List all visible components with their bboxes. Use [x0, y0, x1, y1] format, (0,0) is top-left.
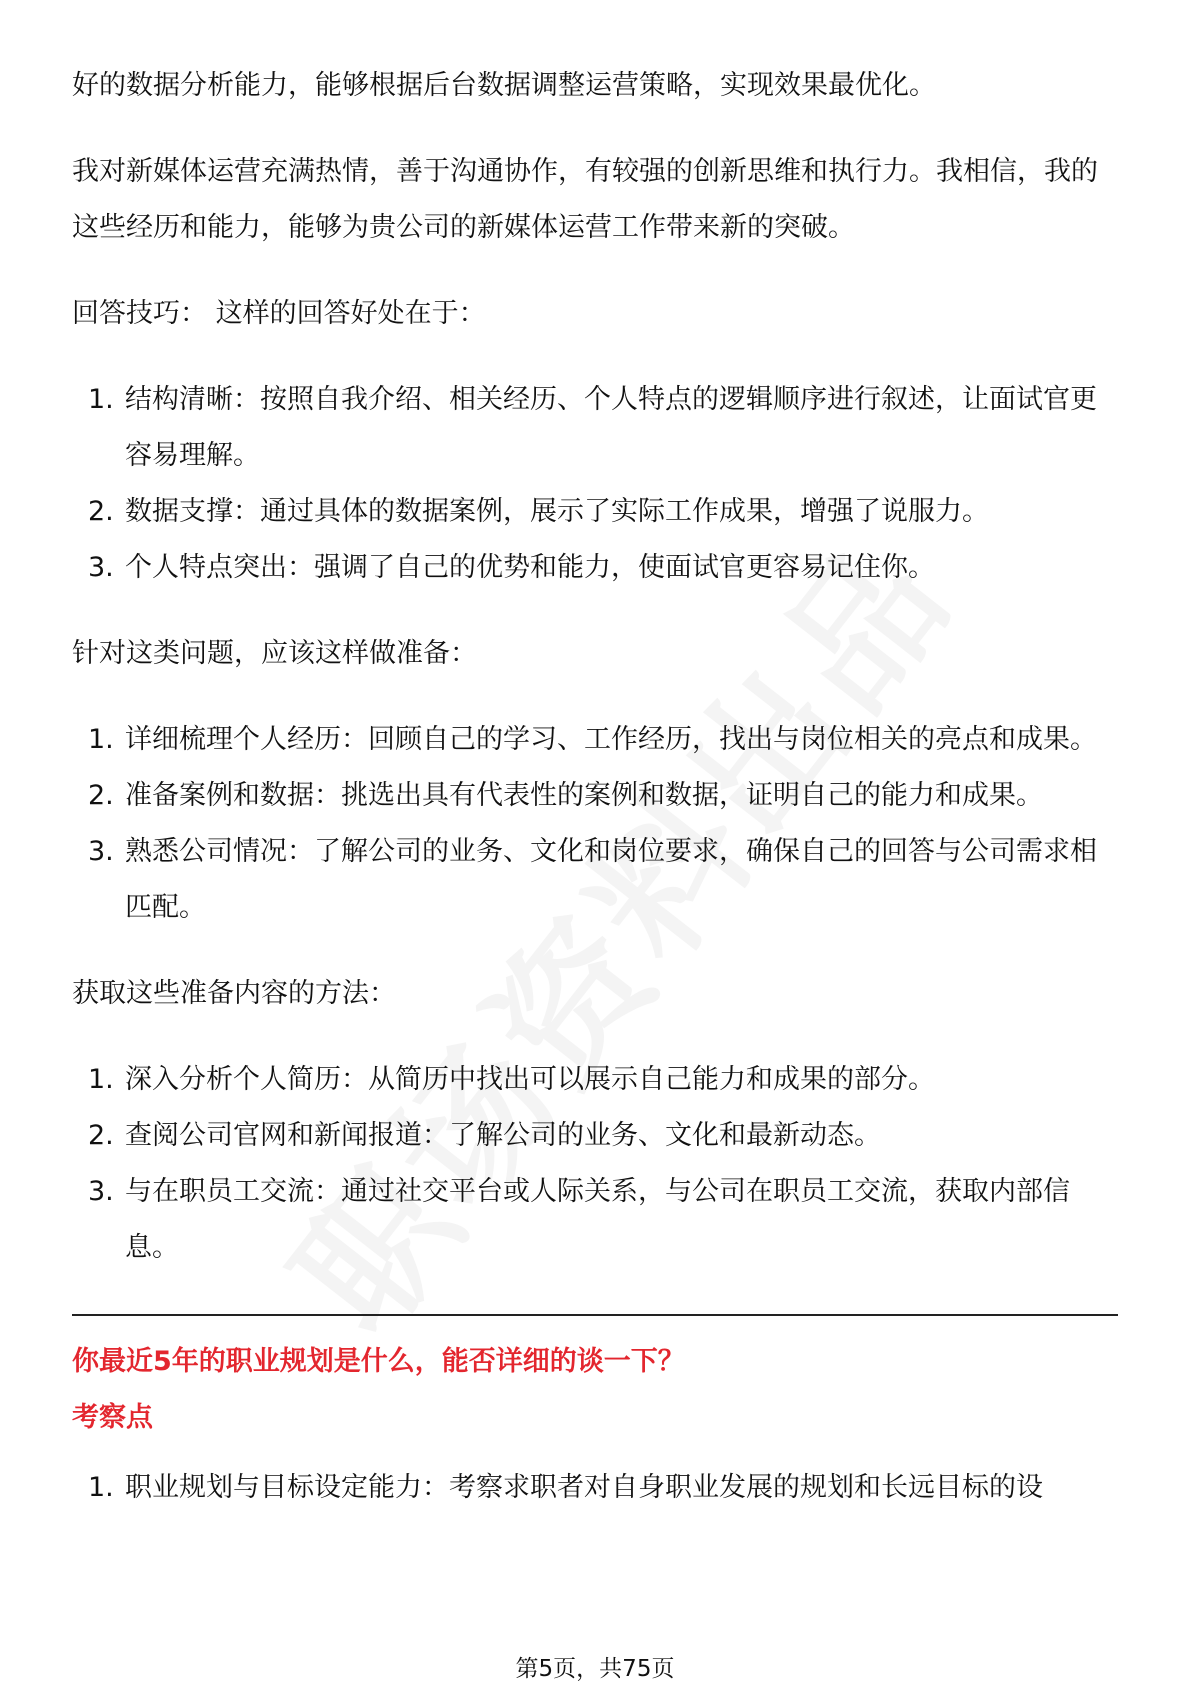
- list-number: 1.: [88, 1064, 114, 1095]
- list-item: [72, 484, 1118, 540]
- method-heading: 获取这些准备内容的方法：: [72, 978, 396, 1009]
- prep-list: [72, 712, 1118, 936]
- question-title: 你最近5年的职业规划是什么，能否详细的谈一下？: [72, 1346, 685, 1377]
- list-number: 2.: [88, 496, 114, 527]
- list-number: 3.: [88, 552, 114, 583]
- list-text: 深入分析个人简历：从简历中找出可以展示自己能力和成果的部分。: [125, 1064, 935, 1095]
- exam-heading: 考察点: [72, 1402, 153, 1433]
- list-item: [72, 540, 1118, 596]
- list-number: 3.: [88, 1176, 114, 1207]
- list-text: 详细梳理个人经历：回顾自己的学习、工作经历，找出与岗位相关的亮点和成果。: [125, 724, 1097, 755]
- list-item: [72, 1164, 1118, 1276]
- list-number: 2.: [88, 1120, 114, 1151]
- page-footer: 第5页，共75页: [515, 1656, 675, 1682]
- list-text: 个人特点突出：强调了自己的优势和能力，使面试官更容易记住你。: [125, 552, 935, 583]
- list-number: 3.: [88, 836, 114, 867]
- list-text: 职业规划与目标设定能力：考察求职者对自身职业发展的规划和长远目标的设: [125, 1472, 1043, 1503]
- list-text: 与在职员工交流：通过社交平台或人际关系，与公司在职员工交流，获取内部信息。: [125, 1176, 1070, 1263]
- list-text: 查阅公司官网和新闻报道：了解公司的业务、文化和最新动态。: [125, 1120, 881, 1151]
- exam-points-list: [72, 1460, 1118, 1516]
- list-text: 熟悉公司情况：了解公司的业务、文化和岗位要求，确保自己的回答与公司需求相匹配。: [125, 836, 1097, 923]
- list-number: 2.: [88, 780, 114, 811]
- list-item: [72, 824, 1118, 936]
- methods-list: [72, 1052, 1118, 1276]
- prep-heading: 针对这类问题，应该这样做准备：: [72, 638, 477, 669]
- list-item: [72, 1108, 1118, 1164]
- page-content: [72, 58, 1118, 1516]
- tips-heading: 回答技巧： 这样的回答好处在于：: [72, 298, 486, 329]
- list-item: [72, 712, 1118, 768]
- list-item: [72, 1052, 1118, 1108]
- intro-paragraph-2: 我对新媒体运营充满热情，善于沟通协作，有较强的创新思维和执行力。我相信，我的这些经历和能力，能够为贵公司的新媒体运营工作带来新的突破。: [72, 156, 1098, 243]
- list-item: [72, 372, 1118, 484]
- list-number: 1.: [88, 724, 114, 755]
- section-divider: [72, 1314, 1118, 1316]
- list-text: 数据支撑：通过具体的数据案例，展示了实际工作成果，增强了说服力。: [125, 496, 989, 527]
- list-number: 1.: [88, 384, 114, 415]
- list-text: 准备案例和数据：挑选出具有代表性的案例和数据，证明自己的能力和成果。: [125, 780, 1043, 811]
- list-number: 1.: [88, 1472, 114, 1503]
- intro-paragraph-1: 好的数据分析能力，能够根据后台数据调整运营策略，实现效果最优化。: [72, 70, 936, 101]
- list-item: [72, 768, 1118, 824]
- list-text: 结构清晰：按照自我介绍、相关经历、个人特点的逻辑顺序进行叙述，让面试官更容易理解。: [125, 384, 1097, 471]
- list-item: [72, 1460, 1118, 1516]
- tips-list: [72, 372, 1118, 596]
